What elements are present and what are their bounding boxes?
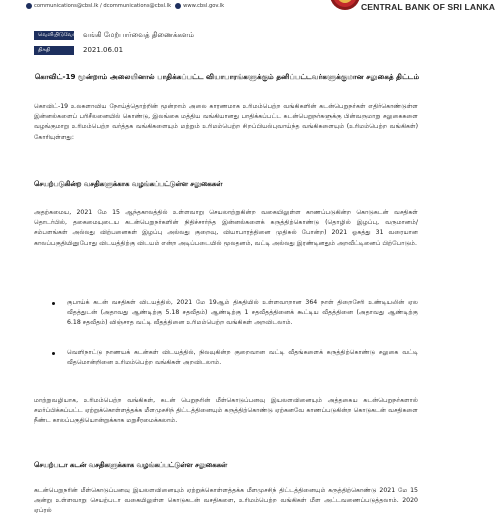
section1-paragraph: அதற்கமைய, 2021 மே 15 ஆந்தகாலத்தில் உள்ளவாறு செயலாற்றுகின்ற வகையிலுள்ள காணப்படுகின்ற கொடுகடன் வசதிகள் தொடர்பில், தகைமையுடைய கடன்பெறுநர்களின் நிதிச்சார்ந்த இன்னல்களைக் கருத்திற்கொண்டு (தொழில் இழப்பு, வருமானம்/ சம்பளங்கள் அல்லது விற்பனைகள் இழப்பு அல்லது குறைவு, வியாபாரத்தினை முதிசுல் போன்ற) 2021 ஓகத்து 31 வரையான காலப்பகுதியினுபோது விடயத்திற்கு விடயம் என்ற அடிப்படையில் மூலதனம், வட்டி அல்லது இரண்டினதும் அறவீட்டினைப் பிற்போடும். bbox=[34, 209, 418, 247]
bullet-text: வெளிநாட்டு நாணயக் கடன்கள் விடயத்தில், நிலவுகின்ற குறைவான வட்டி வீதங்களைக் கருத்திற்கொண்டு சலுகை வட்டி வீதமொன்றினை உரிமம்பெற்ற வங்கிகள் அறவிடலாம். bbox=[67, 349, 418, 367]
letterhead bbox=[0, 0, 495, 22]
section1-closing-paragraph: மாற்றுவழியாக, உரிமம்பெற்ற வங்கிகள், கடன் பெறுநரின் மீள்கொடுப்பனவு இயலளவினையும் அத்தகைய கடன்பெறுநர்களால் சமர்ப்பிக்கப்பட்ட ஏற்றுக்கொள்ளத்தக்க மீளமுசசிந் திட்டத்தினையும் கருத்திற்கொண்டு ஏற்கனவே காணப்படுகின்ற கொடுகடன் வசதிகளை நீண்ட காலப்பகுதியொன்றுக்காக மறுசீரமைக்கலாம். bbox=[34, 397, 418, 425]
section-heading-performing: செயற்படுகின்ற வசதிகளுக்காக வழங்கப்பட்டுள்ள சலுகைகள் bbox=[34, 180, 223, 188]
bank-logo-block bbox=[292, 0, 495, 22]
list-item bbox=[52, 298, 418, 329]
date-value: 2021.06.01 bbox=[83, 46, 124, 54]
bank-emblem-icon bbox=[330, 0, 360, 12]
email-contact[interactable] bbox=[26, 3, 171, 9]
issued-by-label: வெளியிடுவோர் bbox=[34, 31, 74, 40]
section2-paragraph: கடன்பெறுநரின் மீள்கொடுப்பனவு இயலளவினையும் ஏற்றுக்கொள்ளத்தக்க மீளமுசசிந் திட்டத்தினையும் கருத்திற்கொண்டு 2021 மே 15 அன்று உள்ளவாறு செயற்படா வகையிலுள்ள கொடுகடன் வசதிகளை, உரிமம்பெற்ற வங்கிகள் மீள அட்டவணைப்படுத்தலாம். 2020 ஏப்ரல் bbox=[34, 487, 418, 515]
issued-by-row bbox=[34, 29, 194, 41]
contact-strip bbox=[26, 3, 224, 9]
section-heading-nonperforming: செயற்படா கடன் வசதிகளுக்காக வழங்கப்பட்டுள்ள சலுகைகள் bbox=[34, 461, 228, 469]
bank-name: CENTRAL BANK OF SRI LANKA bbox=[361, 2, 495, 12]
bullet-text: குபாய்க் கடன் வசதிகள் விடயத்தில், 2021 மே 19ஆம் திகதியில் உள்ளவாறான 364 நாள் திறைசேரி உண்டியலின் ஏல வீதத்துடன் (அதாவது ஆண்டிற்கு 5.18 சதவீதம்) ஆண்டிற்கு 1 சதவீதத்தினைக் கூட்டிய வீதத்தினை (அதாவது ஆண்டிற்கு 6.18 சதவீதம்) விஞ்சாத வட்டி வீதத்தினை உரிமம்பெற்ற வங்கிகள் அறவிடலாம். bbox=[67, 299, 418, 327]
bullet-icon bbox=[52, 302, 55, 305]
email-text: communications@cbsl.lk / dcommunications@cbsl.lk bbox=[34, 3, 172, 9]
web-contact[interactable] bbox=[175, 3, 224, 9]
intro-paragraph: கொவிட்-19 உலகளாவிய நோய்த்தொற்றின் மூன்றாம் அலை காரணமாக உரிமம்பெற்ற வங்கிகளின் கடன்பெறுநர்கள் எதிர்கொண்டுள்ள இன்னல்களைப் பரிசீலனையில் கொண்டு, இலங்கை மத்திய வங்கியானது பாதிக்கப்பட்ட கடன்பெறுநர்களுக்கு பின்வருமாறு சலுகைகளை வழங்குமாறு உரிமம்பெற்ற வர்த்தக வங்கிகளையும் மற்றும் உரிமம்பெற்ற சிறப்பியல்புவாய்ந்த வங்கிகளையும் (உரிமம்பெற்ற வங்கிகள்) கோரியுள்ளது: bbox=[34, 103, 418, 141]
issued-by-value: வங்கி மேற்பார்வைத் திணைக்களம் bbox=[83, 30, 194, 39]
web-icon bbox=[175, 3, 181, 9]
document-title: கொவிட்-19 மூன்றாம் அலையினால் பாதிக்கப்பட்ட வியாபாரங்களுக்கும் தனிப்பட்டவர்களுக்குமான சலுகைத் திட்டம் bbox=[34, 72, 420, 81]
bullet-icon bbox=[52, 352, 55, 355]
email-icon bbox=[26, 3, 32, 9]
list-item bbox=[52, 348, 418, 368]
web-text: www.cbsl.gov.lk bbox=[183, 3, 225, 9]
date-label: திகதி bbox=[34, 46, 74, 55]
date-row bbox=[34, 44, 123, 56]
